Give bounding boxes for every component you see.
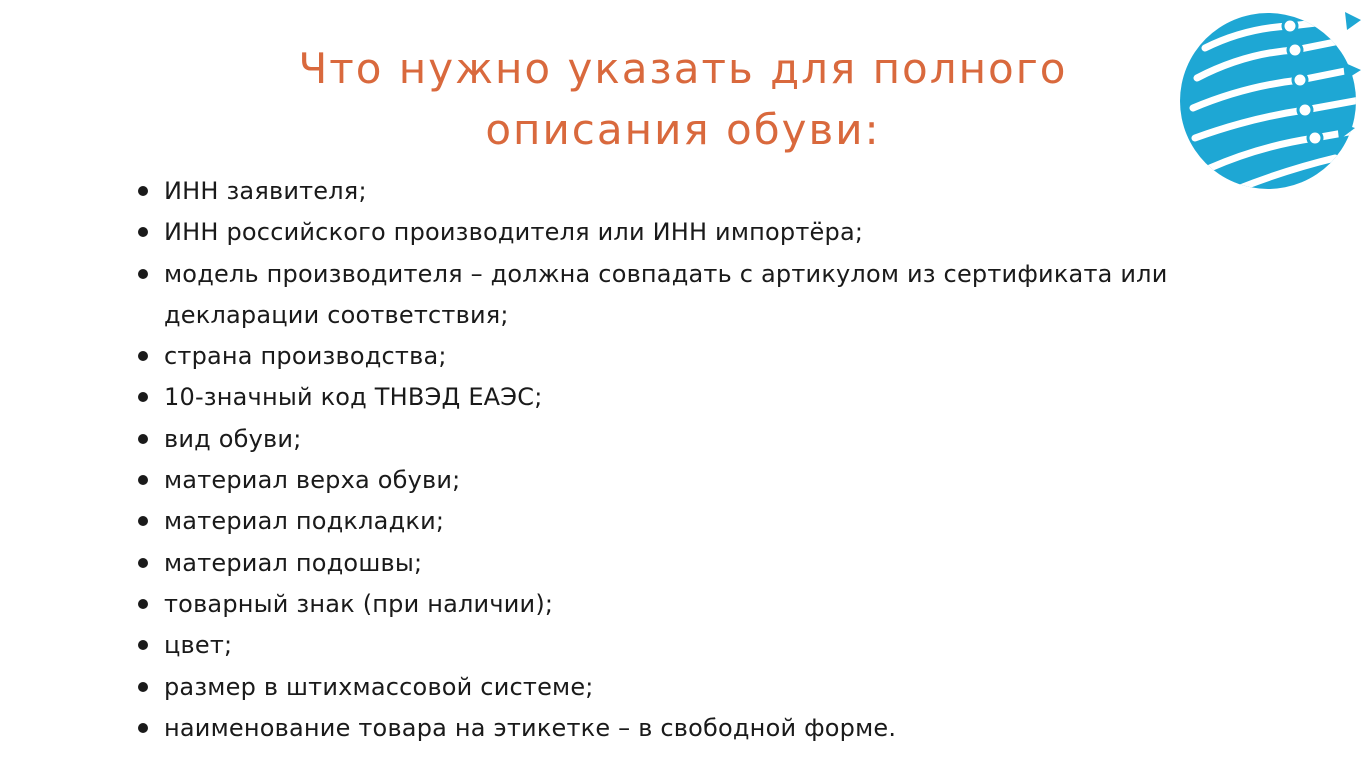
list-item-text: наименование товара на этикетке – в свободной форме. bbox=[164, 713, 897, 742]
list-item bbox=[136, 625, 1276, 666]
list-item bbox=[136, 171, 1276, 212]
list-item bbox=[136, 336, 1276, 377]
list-item-text: ИНН заявителя; bbox=[164, 177, 367, 205]
list-item bbox=[136, 708, 1276, 749]
bullet-icon bbox=[138, 351, 148, 361]
list-item bbox=[136, 419, 1276, 460]
bullet-icon bbox=[138, 723, 148, 733]
list-item-text: страна производства; bbox=[164, 342, 447, 371]
list-item bbox=[136, 501, 1276, 542]
list-item-text: ИНН российского производителя или ИНН импортёра; bbox=[164, 218, 864, 247]
list-item-text: товарный знак (при наличии); bbox=[164, 589, 554, 618]
list-item-text: материал подошвы; bbox=[164, 548, 423, 577]
bullet-icon bbox=[138, 186, 148, 196]
list-item bbox=[136, 212, 1276, 253]
slide-title bbox=[183, 38, 1183, 160]
requirements-list bbox=[136, 171, 1276, 749]
bullet-icon bbox=[138, 475, 148, 485]
list-item bbox=[136, 667, 1276, 708]
list-item-text: вид обуви; bbox=[164, 424, 302, 453]
bullet-icon bbox=[138, 227, 148, 237]
list-item bbox=[136, 254, 1276, 337]
bullet-icon bbox=[138, 682, 148, 692]
list-item-text: материал подкладки; bbox=[164, 507, 445, 536]
bullet-icon bbox=[138, 434, 148, 444]
bullet-icon bbox=[138, 269, 148, 279]
list-item-text: 10-значный код ТНВЭД ЕАЭС; bbox=[164, 383, 543, 412]
list-item-text: цвет; bbox=[164, 631, 233, 660]
list-item bbox=[136, 460, 1276, 501]
title-line-2: описания обуви: bbox=[485, 105, 881, 154]
bullet-icon bbox=[138, 516, 148, 526]
bullet-icon bbox=[138, 640, 148, 650]
list-item-text: модель производителя – должна совпадать с артикулом из сертификата или декларации соответствия; bbox=[164, 259, 1168, 329]
list-item bbox=[136, 543, 1276, 584]
title-line-1: Что нужно указать для полного bbox=[298, 44, 1068, 93]
list-item-text: материал верха обуви; bbox=[164, 466, 461, 495]
bullet-icon bbox=[138, 392, 148, 402]
bullet-icon bbox=[138, 599, 148, 609]
globe-logo-icon bbox=[1175, 8, 1361, 194]
bullet-icon bbox=[138, 558, 148, 568]
list-item bbox=[136, 377, 1276, 418]
list-item-text: размер в штихмассовой системе; bbox=[164, 672, 594, 701]
list-item bbox=[136, 584, 1276, 625]
